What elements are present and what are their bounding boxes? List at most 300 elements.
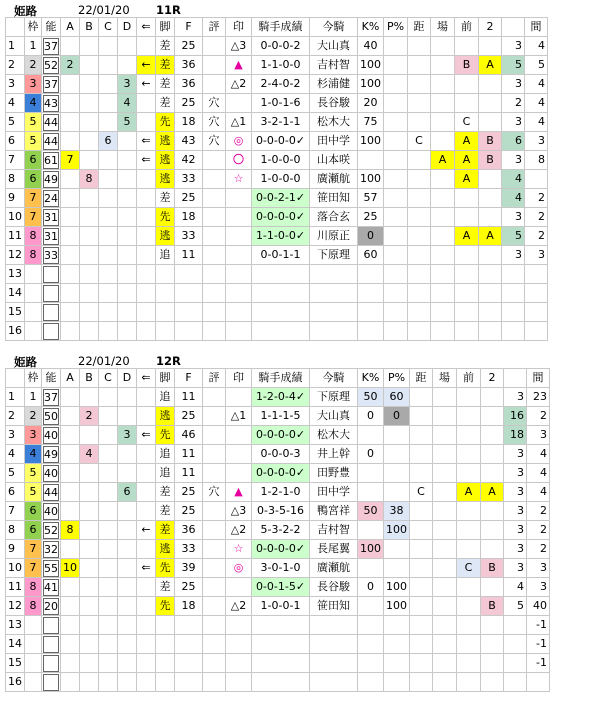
cell-value: 6 [123,485,131,498]
cell-value: 杉浦健 [317,77,350,90]
cell-waku [25,426,42,445]
header-d: D [118,18,137,37]
cell-style [156,303,175,322]
cell-gap [527,426,550,445]
cell-jockey [310,132,358,151]
cell-ability [42,132,61,151]
cell-ability [42,578,61,597]
cell-b [80,407,99,426]
cell-no [6,303,25,322]
cell-front [455,94,479,113]
cell-c [99,464,118,483]
cell-a [61,75,80,94]
cell-jockey [310,246,358,265]
cell-p-pct [384,597,410,616]
cell-value: 2 [66,58,74,71]
cell-dist [410,521,433,540]
cell-value: 6 [29,153,37,166]
cell-arrow [137,132,156,151]
cell-p-pct [384,56,408,75]
cell-value: 追 [159,466,171,479]
cell-b [80,227,99,246]
cell-no [6,37,25,56]
cell-extra [504,673,527,692]
cell-jockey [310,464,358,483]
cell-k-pct [358,284,384,303]
cell-no [6,151,25,170]
cell-second [479,284,502,303]
cell-value: B [486,153,494,166]
cell-c [99,56,118,75]
cell-value: 10 [8,561,22,574]
cell-ability [42,616,61,635]
cell-eval [203,303,226,322]
cell-value: 田中学 [317,485,350,498]
cell-value: 0-0-2-1✓ [255,191,306,204]
cell-value: 5 [515,229,522,242]
table-row [6,502,550,521]
cell-f [175,208,203,227]
cell-f [175,284,203,303]
cell-value: 松木大 [317,428,350,441]
cell-f [175,502,203,521]
header-course: 場 [433,369,457,388]
cell-c [99,113,118,132]
cell-mark [226,94,252,113]
cell-value: 廣瀬航 [317,172,350,185]
header-ability: 能 [42,18,61,37]
cell-value: 5 [515,58,522,71]
cell-value: 8 [66,523,74,536]
header-front: 前 [455,18,479,37]
cell-c [99,502,118,521]
cell-value: 0-0-0-0✓ [255,466,306,479]
cell-d [118,75,137,94]
cell-c [99,578,118,597]
cell-waku [25,284,42,303]
ability-value: 44 [44,485,58,499]
cell-value: C [462,115,471,128]
table-row [6,94,548,113]
cell-value: 追 [159,390,171,403]
cell-value: 1 [8,390,15,403]
cell-value: 7 [66,153,74,166]
cell-value: B [462,58,471,71]
header-jockey: 今騎 [310,18,358,37]
cell-value: 75 [363,115,378,128]
cell-f [175,75,203,94]
cell-dist [410,578,433,597]
cell-value: 下原理 [317,248,350,261]
cell-no [6,246,25,265]
cell-waku [25,227,42,246]
cell-jockey [310,322,358,341]
cell-value: 33 [181,172,196,185]
cell-course [433,635,457,654]
header-jockey-record: 騎手成績 [252,369,310,388]
cell-ability [42,265,61,284]
cell-value: 5 [123,115,131,128]
header-f: F [175,369,203,388]
cell-c [99,246,118,265]
cell-ability [42,322,61,341]
cell-value: 14 [8,286,22,299]
cell-value: B [486,134,494,147]
cell-mark [226,37,252,56]
cell-value: 4 [515,172,522,185]
cell-value: 7 [29,542,37,555]
cell-value: 100 [360,77,381,90]
header-no [6,369,25,388]
cell-value: 逃 [159,172,171,185]
cell-a [61,616,80,635]
cell-ability [42,56,61,75]
cell-d [118,208,137,227]
cell-value: 3 [540,561,547,574]
cell-value: 差 [159,39,171,52]
cell-course [431,113,455,132]
cell-waku [25,483,42,502]
cell-jockey-record [252,635,310,654]
cell-eval [203,113,226,132]
cell-b [80,189,99,208]
cell-course [431,75,455,94]
race11-header [0,2,608,18]
cell-a [61,426,80,445]
cell-arrow [137,246,156,265]
table-row [6,208,548,227]
cell-waku [25,189,42,208]
header-gap: 間 [527,369,550,388]
cell-value: 100 [360,172,381,185]
cell-course [431,246,455,265]
cell-waku [25,654,42,673]
header-style: 脚 [156,369,175,388]
cell-value: 3 [538,134,545,147]
cell-extra [504,464,527,483]
cell-value: 3 [517,561,524,574]
cell-value: 先 [159,599,171,612]
cell-jockey [310,113,358,132]
cell-value: 穴 [208,485,220,498]
cell-ability [42,284,61,303]
cell-value: 差 [159,523,171,536]
cell-value: 25 [181,504,196,517]
cell-waku [25,673,42,692]
cell-f [175,151,203,170]
header-b: B [80,18,99,37]
cell-front [457,483,481,502]
cell-value: 0 [393,409,400,422]
cell-value: 25 [181,409,196,422]
cell-value: 穴 [208,134,220,147]
cell-value: 7 [29,191,37,204]
cell-front [457,597,481,616]
ability-value: 44 [44,134,58,148]
cell-c [99,151,118,170]
cell-waku [25,597,42,616]
cell-value: A [438,153,447,166]
ability-value: 61 [44,153,58,167]
cell-k-pct [358,227,384,246]
cell-d [118,521,137,540]
cell-second [479,94,502,113]
cell-course [433,521,457,540]
cell-waku [25,303,42,322]
ability-value [43,266,59,283]
cell-waku [25,246,42,265]
cell-style [156,56,175,75]
cell-value: 11 [181,447,196,460]
cell-mark [226,426,252,445]
cell-b [80,502,99,521]
cell-arrow [137,388,156,407]
cell-p-pct [384,189,408,208]
cell-dist [408,227,431,246]
cell-value: A [486,229,494,242]
cell-mark [226,502,252,521]
cell-no [6,616,25,635]
cell-jockey-record [252,189,310,208]
cell-value: 20 [363,96,378,109]
cell-value: 38 [389,504,404,517]
cell-arrow [137,540,156,559]
cell-value: ← [141,58,151,71]
cell-extra [502,56,525,75]
cell-course [431,132,455,151]
cell-extra [504,635,527,654]
cell-d [118,132,137,151]
ability-value: 49 [44,447,58,461]
header-p-pct: P% [384,18,408,37]
cell-c [99,521,118,540]
cell-second [481,426,504,445]
cell-value: 3 [515,115,522,128]
cell-f [175,673,203,692]
cell-f [175,597,203,616]
cell-waku [25,578,42,597]
cell-extra [502,132,525,151]
cell-jockey [310,521,358,540]
cell-ability [42,75,61,94]
race12-header-row [6,369,550,388]
cell-value: 36 [181,58,196,71]
cell-waku [25,502,42,521]
cell-value: 4 [540,447,547,460]
cell-gap [525,189,548,208]
table-row [6,151,548,170]
cell-value: 差 [159,77,171,90]
cell-f [175,616,203,635]
cell-gap [527,483,550,502]
cell-value: ⇐ [141,153,151,166]
cell-extra [502,227,525,246]
cell-dist [410,388,433,407]
table-row [6,265,548,284]
cell-value: 0-0-0-0✓ [255,428,306,441]
header-gap: 間 [525,18,548,37]
cell-c [99,407,118,426]
cell-value: 60 [363,248,378,261]
cell-mark [226,388,252,407]
ability-value: 32 [44,542,58,556]
ability-value [43,674,59,691]
cell-value: 8 [29,599,37,612]
cell-no [6,407,25,426]
cell-jockey-record [252,208,310,227]
cell-no [6,483,25,502]
header-second: 2 [481,369,504,388]
cell-style [156,578,175,597]
cell-c [99,208,118,227]
cell-dist [408,303,431,322]
cell-eval [203,170,226,189]
cell-course [431,151,455,170]
cell-value: A [462,153,471,166]
cell-gap [525,56,548,75]
cell-b [80,265,99,284]
cell-value: △2 [230,77,247,90]
header-dist: 距 [410,369,433,388]
cell-value: 井上幹 [317,447,350,460]
cell-c [99,94,118,113]
cell-front [457,635,481,654]
cell-front [457,673,481,692]
cell-no [6,502,25,521]
cell-k-pct [358,75,384,94]
cell-c [99,37,118,56]
cell-b [80,521,99,540]
cell-b [80,322,99,341]
cell-eval [203,132,226,151]
cell-extra [504,521,527,540]
cell-gap [525,37,548,56]
cell-no [6,635,25,654]
cell-ability [42,426,61,445]
cell-value: 12 [8,599,22,612]
cell-b [80,597,99,616]
cell-jockey [310,559,358,578]
cell-no [6,208,25,227]
cell-waku [25,170,42,189]
cell-value: A [462,134,471,147]
cell-b [80,94,99,113]
cell-arrow [137,597,156,616]
cell-course [433,483,457,502]
cell-k-pct [358,635,384,654]
cell-front [457,388,481,407]
cell-front [455,322,479,341]
cell-jockey-record [252,540,310,559]
cell-d [118,502,137,521]
cell-value: 13 [8,267,22,280]
cell-dist [408,322,431,341]
cell-waku [25,521,42,540]
cell-front [457,521,481,540]
cell-value: 先 [159,561,171,574]
cell-style [156,75,175,94]
cell-mark [226,189,252,208]
cell-course [431,37,455,56]
cell-value: 0 [367,447,374,460]
cell-value: 3 [517,447,524,460]
cell-value: 18 [181,210,196,223]
cell-value: 0-0-1-5✓ [255,580,306,593]
cell-k-pct [358,426,384,445]
cell-c [99,426,118,445]
cell-mark [226,407,252,426]
cell-a [61,303,80,322]
ability-value: 55 [44,561,58,575]
cell-second [479,132,502,151]
cell-value: ☆ [233,542,244,555]
cell-value: 6 [104,134,112,147]
cell-value: 廣瀬航 [317,561,350,574]
cell-no [6,445,25,464]
cell-d [118,464,137,483]
ability-value: 40 [44,466,58,480]
header-jockey: 今騎 [310,369,358,388]
cell-k-pct [358,559,384,578]
cell-arrow [137,113,156,132]
cell-eval [203,75,226,94]
cell-value: 1 [8,39,15,52]
cell-extra [502,322,525,341]
cell-value: 5-3-2-2 [260,523,301,536]
cell-value: 5 [8,466,15,479]
cell-c [99,597,118,616]
cell-value: 大山真 [317,39,350,52]
cell-course [431,94,455,113]
cell-p-pct [384,208,408,227]
cell-b [80,37,99,56]
cell-front [455,56,479,75]
cell-second [481,654,504,673]
cell-course [433,388,457,407]
cell-k-pct [358,132,384,151]
cell-style [156,94,175,113]
cell-value: 4 [517,580,524,593]
cell-a [61,189,80,208]
cell-no [6,170,25,189]
cell-c [99,189,118,208]
header-f: F [175,18,203,37]
cell-course [433,616,457,635]
cell-value: 100 [360,58,381,71]
cell-second [479,227,502,246]
cell-eval [203,540,226,559]
cell-eval [203,189,226,208]
cell-style [156,208,175,227]
cell-f [175,407,203,426]
table-row [6,635,550,654]
cell-value: ◎ [233,561,244,574]
cell-d [118,426,137,445]
cell-dist [410,616,433,635]
ability-value: 37 [44,77,58,91]
cell-jockey-record [252,445,310,464]
cell-c [99,673,118,692]
cell-second [479,265,502,284]
cell-value: 3 [123,77,131,90]
cell-p-pct [384,246,408,265]
cell-jockey [310,94,358,113]
cell-a [61,94,80,113]
cell-jockey [310,673,358,692]
cell-jockey-record [252,284,310,303]
cell-eval [203,559,226,578]
cell-ability [42,189,61,208]
